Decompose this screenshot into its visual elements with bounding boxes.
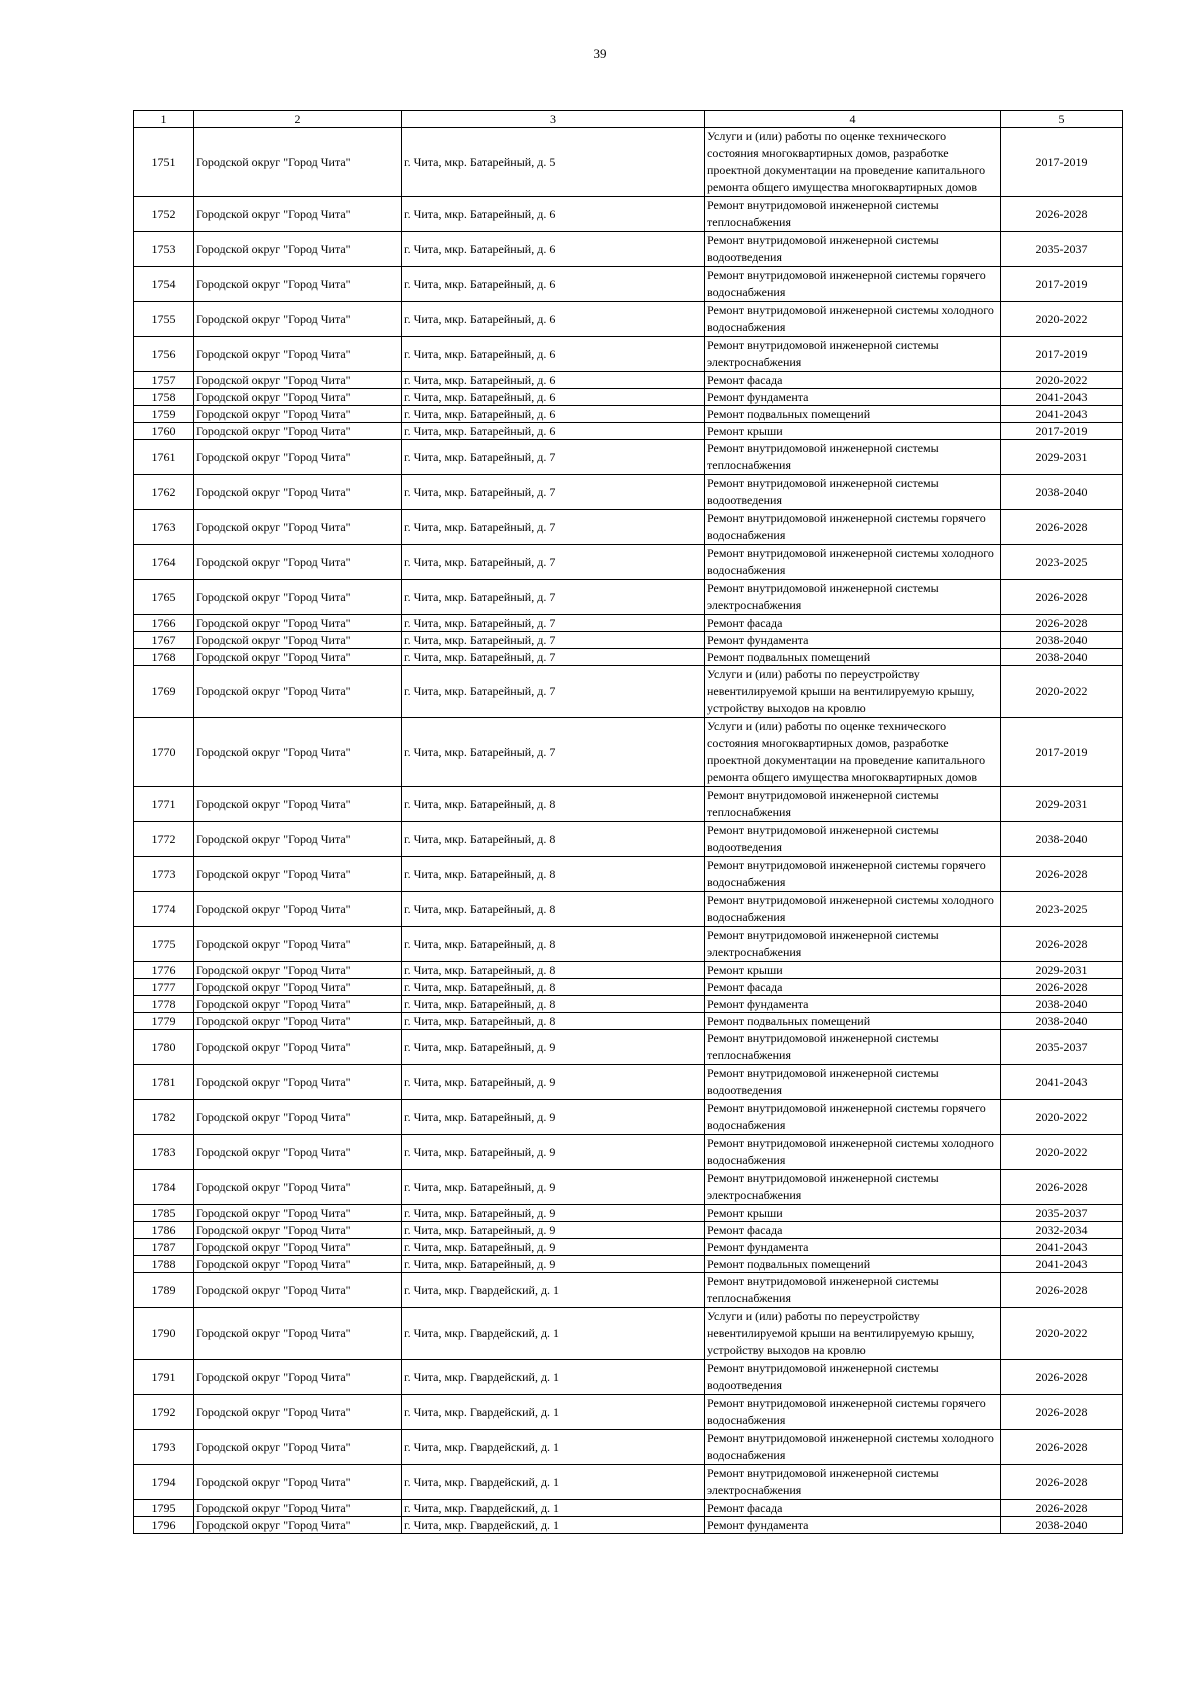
municipality-cell: Городской округ "Город Чита" [194, 475, 402, 510]
period-cell: 2041-2043 [1001, 389, 1123, 406]
work-type-cell: Ремонт фундамента [705, 389, 1001, 406]
row-number-cell: 1753 [134, 232, 194, 267]
table-row [134, 389, 1123, 406]
row-number-cell: 1755 [134, 302, 194, 337]
address-cell: г. Чита, мкр. Батарейный, д. 6 [402, 372, 705, 389]
table-row [134, 615, 1123, 632]
period-cell: 2026-2028 [1001, 197, 1123, 232]
work-type-cell: Ремонт внутридомовой инженерной системы холодного водоснабжения [705, 1430, 1001, 1465]
municipality-cell: Городской округ "Город Чита" [194, 996, 402, 1013]
row-number-cell: 1787 [134, 1239, 194, 1256]
work-type-cell: Ремонт внутридомовой инженерной системы теплоснабжения [705, 197, 1001, 232]
municipality-cell: Городской округ "Город Чита" [194, 372, 402, 389]
work-type-cell: Ремонт внутридомовой инженерной системы горячего водоснабжения [705, 1395, 1001, 1430]
work-type-cell: Ремонт фасада [705, 1500, 1001, 1517]
row-number-cell: 1775 [134, 927, 194, 962]
address-cell: г. Чита, мкр. Батарейный, д. 8 [402, 787, 705, 822]
table-row [134, 927, 1123, 962]
row-number-cell: 1779 [134, 1013, 194, 1030]
municipality-cell: Городской округ "Город Чита" [194, 1273, 402, 1308]
table-row [134, 1170, 1123, 1205]
work-type-cell: Ремонт внутридомовой инженерной системы электроснабжения [705, 337, 1001, 372]
row-number-cell: 1785 [134, 1205, 194, 1222]
period-cell: 2026-2028 [1001, 510, 1123, 545]
row-number-cell: 1784 [134, 1170, 194, 1205]
table-row [134, 962, 1123, 979]
work-type-cell: Ремонт фундамента [705, 632, 1001, 649]
period-cell: 2038-2040 [1001, 475, 1123, 510]
work-type-cell: Ремонт фасада [705, 372, 1001, 389]
period-cell: 2020-2022 [1001, 1308, 1123, 1360]
address-cell: г. Чита, мкр. Батарейный, д. 8 [402, 857, 705, 892]
table-body [134, 128, 1123, 1534]
row-number-cell: 1762 [134, 475, 194, 510]
row-number-cell: 1771 [134, 787, 194, 822]
table-row [134, 232, 1123, 267]
municipality-cell: Городской округ "Город Чита" [194, 857, 402, 892]
period-cell: 2026-2028 [1001, 927, 1123, 962]
municipality-cell: Городской округ "Город Чита" [194, 666, 402, 718]
work-type-cell: Ремонт фундамента [705, 1239, 1001, 1256]
address-cell: г. Чита, мкр. Батарейный, д. 9 [402, 1205, 705, 1222]
period-cell: 2026-2028 [1001, 1395, 1123, 1430]
address-cell: г. Чита, мкр. Батарейный, д. 7 [402, 580, 705, 615]
row-number-cell: 1772 [134, 822, 194, 857]
work-type-cell: Ремонт внутридомовой инженерной системы холодного водоснабжения [705, 545, 1001, 580]
municipality-cell: Городской округ "Город Чита" [194, 580, 402, 615]
row-number-cell: 1751 [134, 128, 194, 197]
row-number-cell: 1763 [134, 510, 194, 545]
row-number-cell: 1786 [134, 1222, 194, 1239]
period-cell: 2020-2022 [1001, 666, 1123, 718]
period-cell: 2017-2019 [1001, 718, 1123, 787]
row-number-cell: 1757 [134, 372, 194, 389]
row-number-cell: 1782 [134, 1100, 194, 1135]
table-row [134, 979, 1123, 996]
work-type-cell: Ремонт фасада [705, 979, 1001, 996]
table-row [134, 1239, 1123, 1256]
work-type-cell: Ремонт подвальных помещений [705, 1013, 1001, 1030]
municipality-cell: Городской округ "Город Чита" [194, 1500, 402, 1517]
address-cell: г. Чита, мкр. Батарейный, д. 8 [402, 892, 705, 927]
municipality-cell: Городской округ "Город Чита" [194, 615, 402, 632]
work-type-cell: Ремонт внутридомовой инженерной системы электроснабжения [705, 580, 1001, 615]
row-number-cell: 1794 [134, 1465, 194, 1500]
row-number-cell: 1777 [134, 979, 194, 996]
table-row [134, 1465, 1123, 1500]
work-type-cell: Ремонт крыши [705, 962, 1001, 979]
period-cell: 2026-2028 [1001, 580, 1123, 615]
municipality-cell: Городской округ "Город Чита" [194, 1135, 402, 1170]
table-row [134, 1256, 1123, 1273]
period-cell: 2026-2028 [1001, 1430, 1123, 1465]
row-number-cell: 1760 [134, 423, 194, 440]
address-cell: г. Чита, мкр. Батарейный, д. 8 [402, 979, 705, 996]
municipality-cell: Городской округ "Город Чита" [194, 1205, 402, 1222]
address-cell: г. Чита, мкр. Батарейный, д. 8 [402, 1013, 705, 1030]
municipality-cell: Городской округ "Город Чита" [194, 337, 402, 372]
work-type-cell: Ремонт внутридомовой инженерной системы горячего водоснабжения [705, 510, 1001, 545]
address-cell: г. Чита, мкр. Батарейный, д. 8 [402, 927, 705, 962]
address-cell: г. Чита, мкр. Батарейный, д. 9 [402, 1256, 705, 1273]
address-cell: г. Чита, мкр. Батарейный, д. 7 [402, 545, 705, 580]
row-number-cell: 1770 [134, 718, 194, 787]
table-row [134, 337, 1123, 372]
row-number-cell: 1780 [134, 1030, 194, 1065]
row-number-cell: 1764 [134, 545, 194, 580]
address-cell: г. Чита, мкр. Батарейный, д. 8 [402, 996, 705, 1013]
municipality-cell: Городской округ "Город Чита" [194, 423, 402, 440]
table-row [134, 1205, 1123, 1222]
period-cell: 2026-2028 [1001, 1465, 1123, 1500]
row-number-cell: 1793 [134, 1430, 194, 1465]
column-header: 1 [134, 111, 194, 128]
period-cell: 2038-2040 [1001, 996, 1123, 1013]
municipality-cell: Городской округ "Город Чита" [194, 197, 402, 232]
address-cell: г. Чита, мкр. Гвардейский, д. 1 [402, 1395, 705, 1430]
work-type-cell: Услуги и (или) работы по оценке технического состояния многоквартирных домов, разработке проектной документации на проведение капитального ремонта общего имущества многоквартирных домов [705, 128, 1001, 197]
table-row [134, 1430, 1123, 1465]
work-type-cell: Ремонт крыши [705, 1205, 1001, 1222]
row-number-cell: 1789 [134, 1273, 194, 1308]
period-cell: 2041-2043 [1001, 1256, 1123, 1273]
period-cell: 2038-2040 [1001, 1517, 1123, 1534]
address-cell: г. Чита, мкр. Батарейный, д. 9 [402, 1100, 705, 1135]
address-cell: г. Чита, мкр. Батарейный, д. 6 [402, 337, 705, 372]
address-cell: г. Чита, мкр. Батарейный, д. 9 [402, 1135, 705, 1170]
table-header-row [134, 111, 1123, 128]
municipality-cell: Городской округ "Город Чита" [194, 510, 402, 545]
municipality-cell: Городской округ "Город Чита" [194, 232, 402, 267]
work-type-cell: Ремонт внутридомовой инженерной системы горячего водоснабжения [705, 857, 1001, 892]
row-number-cell: 1783 [134, 1135, 194, 1170]
municipality-cell: Городской округ "Город Чита" [194, 979, 402, 996]
work-type-cell: Ремонт внутридомовой инженерной системы водоотведения [705, 475, 1001, 510]
address-cell: г. Чита, мкр. Гвардейский, д. 1 [402, 1360, 705, 1395]
table-row [134, 996, 1123, 1013]
row-number-cell: 1778 [134, 996, 194, 1013]
table-row [134, 197, 1123, 232]
address-cell: г. Чита, мкр. Батарейный, д. 7 [402, 475, 705, 510]
work-type-cell: Ремонт фасада [705, 1222, 1001, 1239]
row-number-cell: 1766 [134, 615, 194, 632]
column-header: 2 [194, 111, 402, 128]
period-cell: 2038-2040 [1001, 1013, 1123, 1030]
column-header: 3 [402, 111, 705, 128]
table-row [134, 1517, 1123, 1534]
period-cell: 2026-2028 [1001, 615, 1123, 632]
table-row [134, 1013, 1123, 1030]
municipality-cell: Городской округ "Город Чита" [194, 1170, 402, 1205]
work-type-cell: Ремонт внутридомовой инженерной системы теплоснабжения [705, 1030, 1001, 1065]
municipality-cell: Городской округ "Город Чита" [194, 1517, 402, 1534]
address-cell: г. Чита, мкр. Батарейный, д. 7 [402, 440, 705, 475]
work-type-cell: Ремонт подвальных помещений [705, 406, 1001, 423]
municipality-cell: Городской округ "Город Чита" [194, 1065, 402, 1100]
work-type-cell: Ремонт внутридомовой инженерной системы водоотведения [705, 1360, 1001, 1395]
municipality-cell: Городской округ "Город Чита" [194, 1465, 402, 1500]
table-row [134, 632, 1123, 649]
table-row [134, 510, 1123, 545]
table-row [134, 423, 1123, 440]
period-cell: 2026-2028 [1001, 1170, 1123, 1205]
work-type-cell: Ремонт внутридомовой инженерной системы водоотведения [705, 1065, 1001, 1100]
address-cell: г. Чита, мкр. Гвардейский, д. 1 [402, 1500, 705, 1517]
table-row [134, 267, 1123, 302]
table-row [134, 1273, 1123, 1308]
row-number-cell: 1768 [134, 649, 194, 666]
municipality-cell: Городской округ "Город Чита" [194, 1308, 402, 1360]
municipality-cell: Городской округ "Город Чита" [194, 718, 402, 787]
table-row [134, 666, 1123, 718]
row-number-cell: 1774 [134, 892, 194, 927]
table-row [134, 1395, 1123, 1430]
row-number-cell: 1788 [134, 1256, 194, 1273]
municipality-cell: Городской округ "Город Чита" [194, 1100, 402, 1135]
work-type-cell: Ремонт внутридомовой инженерной системы холодного водоснабжения [705, 1135, 1001, 1170]
municipality-cell: Городской округ "Город Чита" [194, 406, 402, 423]
work-type-cell: Ремонт фундамента [705, 996, 1001, 1013]
period-cell: 2029-2031 [1001, 787, 1123, 822]
period-cell: 2020-2022 [1001, 1100, 1123, 1135]
municipality-cell: Городской округ "Город Чита" [194, 649, 402, 666]
municipality-cell: Городской округ "Город Чита" [194, 787, 402, 822]
municipality-cell: Городской округ "Город Чита" [194, 962, 402, 979]
address-cell: г. Чита, мкр. Батарейный, д. 6 [402, 197, 705, 232]
municipality-cell: Городской округ "Город Чита" [194, 632, 402, 649]
period-cell: 2038-2040 [1001, 632, 1123, 649]
municipality-cell: Городской округ "Город Чита" [194, 1256, 402, 1273]
period-cell: 2026-2028 [1001, 1500, 1123, 1517]
period-cell: 2020-2022 [1001, 372, 1123, 389]
address-cell: г. Чита, мкр. Батарейный, д. 6 [402, 267, 705, 302]
work-type-cell: Ремонт внутридомовой инженерной системы водоотведения [705, 822, 1001, 857]
work-type-cell: Ремонт внутридомовой инженерной системы электроснабжения [705, 1170, 1001, 1205]
municipality-cell: Городской округ "Город Чита" [194, 389, 402, 406]
municipality-cell: Городской округ "Город Чита" [194, 302, 402, 337]
address-cell: г. Чита, мкр. Батарейный, д. 7 [402, 718, 705, 787]
table-row [134, 718, 1123, 787]
municipality-cell: Городской округ "Город Чита" [194, 440, 402, 475]
work-type-cell: Ремонт внутридомовой инженерной системы теплоснабжения [705, 440, 1001, 475]
address-cell: г. Чита, мкр. Батарейный, д. 9 [402, 1222, 705, 1239]
work-type-cell: Ремонт внутридомовой инженерной системы холодного водоснабжения [705, 302, 1001, 337]
address-cell: г. Чита, мкр. Гвардейский, д. 1 [402, 1273, 705, 1308]
period-cell: 2020-2022 [1001, 302, 1123, 337]
row-number-cell: 1769 [134, 666, 194, 718]
table-row [134, 1135, 1123, 1170]
row-number-cell: 1796 [134, 1517, 194, 1534]
period-cell: 2041-2043 [1001, 1239, 1123, 1256]
address-cell: г. Чита, мкр. Батарейный, д. 5 [402, 128, 705, 197]
period-cell: 2020-2022 [1001, 1135, 1123, 1170]
work-type-cell: Ремонт крыши [705, 423, 1001, 440]
table-row [134, 128, 1123, 197]
table-row [134, 787, 1123, 822]
row-number-cell: 1792 [134, 1395, 194, 1430]
work-type-cell: Ремонт внутридомовой инженерной системы электроснабжения [705, 927, 1001, 962]
table-row [134, 892, 1123, 927]
table-row [134, 302, 1123, 337]
row-number-cell: 1795 [134, 1500, 194, 1517]
period-cell: 2017-2019 [1001, 267, 1123, 302]
work-type-cell: Услуги и (или) работы по оценке технического состояния многоквартирных домов, разработке проектной документации на проведение капитального ремонта общего имущества многоквартирных домов [705, 718, 1001, 787]
row-number-cell: 1761 [134, 440, 194, 475]
period-cell: 2029-2031 [1001, 440, 1123, 475]
table-row [134, 372, 1123, 389]
work-type-cell: Ремонт подвальных помещений [705, 1256, 1001, 1273]
address-cell: г. Чита, мкр. Батарейный, д. 7 [402, 649, 705, 666]
period-cell: 2026-2028 [1001, 979, 1123, 996]
work-type-cell: Ремонт внутридомовой инженерной системы горячего водоснабжения [705, 1100, 1001, 1135]
period-cell: 2029-2031 [1001, 962, 1123, 979]
work-type-cell: Ремонт внутридомовой инженерной системы холодного водоснабжения [705, 892, 1001, 927]
work-type-cell: Услуги и (или) работы по переустройству невентилируемой крыши на вентилируемую крышу, устройству выходов на кровлю [705, 1308, 1001, 1360]
repair-schedule-table [133, 110, 1123, 1534]
work-type-cell: Ремонт подвальных помещений [705, 649, 1001, 666]
address-cell: г. Чита, мкр. Батарейный, д. 6 [402, 302, 705, 337]
row-number-cell: 1754 [134, 267, 194, 302]
municipality-cell: Городской округ "Город Чита" [194, 1013, 402, 1030]
table-row [134, 1222, 1123, 1239]
period-cell: 2026-2028 [1001, 1360, 1123, 1395]
address-cell: г. Чита, мкр. Батарейный, д. 8 [402, 962, 705, 979]
row-number-cell: 1773 [134, 857, 194, 892]
municipality-cell: Городской округ "Город Чита" [194, 1360, 402, 1395]
municipality-cell: Городской округ "Город Чита" [194, 892, 402, 927]
row-number-cell: 1791 [134, 1360, 194, 1395]
address-cell: г. Чита, мкр. Гвардейский, д. 1 [402, 1430, 705, 1465]
row-number-cell: 1767 [134, 632, 194, 649]
address-cell: г. Чита, мкр. Батарейный, д. 6 [402, 406, 705, 423]
table-row [134, 475, 1123, 510]
municipality-cell: Городской округ "Город Чита" [194, 927, 402, 962]
period-cell: 2038-2040 [1001, 822, 1123, 857]
table-row [134, 1030, 1123, 1065]
row-number-cell: 1776 [134, 962, 194, 979]
period-cell: 2035-2037 [1001, 232, 1123, 267]
work-type-cell: Ремонт фасада [705, 615, 1001, 632]
row-number-cell: 1790 [134, 1308, 194, 1360]
row-number-cell: 1765 [134, 580, 194, 615]
period-cell: 2026-2028 [1001, 857, 1123, 892]
address-cell: г. Чита, мкр. Батарейный, д. 6 [402, 423, 705, 440]
work-type-cell: Ремонт внутридомовой инженерной системы электроснабжения [705, 1465, 1001, 1500]
work-type-cell: Ремонт фундамента [705, 1517, 1001, 1534]
municipality-cell: Городской округ "Город Чита" [194, 267, 402, 302]
table-row [134, 1500, 1123, 1517]
municipality-cell: Городской округ "Город Чита" [194, 822, 402, 857]
municipality-cell: Городской округ "Город Чита" [194, 1395, 402, 1430]
work-type-cell: Ремонт внутридомовой инженерной системы теплоснабжения [705, 787, 1001, 822]
municipality-cell: Городской округ "Город Чита" [194, 128, 402, 197]
table-row [134, 1065, 1123, 1100]
period-cell: 2032-2034 [1001, 1222, 1123, 1239]
address-cell: г. Чита, мкр. Батарейный, д. 6 [402, 232, 705, 267]
period-cell: 2023-2025 [1001, 545, 1123, 580]
municipality-cell: Городской округ "Город Чита" [194, 1222, 402, 1239]
address-cell: г. Чита, мкр. Батарейный, д. 9 [402, 1239, 705, 1256]
period-cell: 2026-2028 [1001, 1273, 1123, 1308]
address-cell: г. Чита, мкр. Батарейный, д. 7 [402, 510, 705, 545]
table-row [134, 649, 1123, 666]
period-cell: 2041-2043 [1001, 406, 1123, 423]
table-row [134, 580, 1123, 615]
address-cell: г. Чита, мкр. Батарейный, д. 7 [402, 632, 705, 649]
address-cell: г. Чита, мкр. Батарейный, д. 8 [402, 822, 705, 857]
municipality-cell: Городской округ "Город Чита" [194, 1030, 402, 1065]
municipality-cell: Городской округ "Город Чита" [194, 545, 402, 580]
table-row [134, 822, 1123, 857]
municipality-cell: Городской округ "Город Чита" [194, 1239, 402, 1256]
period-cell: 2023-2025 [1001, 892, 1123, 927]
address-cell: г. Чита, мкр. Гвардейский, д. 1 [402, 1308, 705, 1360]
period-cell: 2017-2019 [1001, 128, 1123, 197]
table-row [134, 857, 1123, 892]
row-number-cell: 1759 [134, 406, 194, 423]
table-row [134, 440, 1123, 475]
work-type-cell: Ремонт внутридомовой инженерной системы водоотведения [705, 232, 1001, 267]
row-number-cell: 1756 [134, 337, 194, 372]
period-cell: 2038-2040 [1001, 649, 1123, 666]
column-header: 4 [705, 111, 1001, 128]
period-cell: 2041-2043 [1001, 1065, 1123, 1100]
period-cell: 2035-2037 [1001, 1030, 1123, 1065]
table-row [134, 406, 1123, 423]
address-cell: г. Чита, мкр. Батарейный, д. 9 [402, 1170, 705, 1205]
row-number-cell: 1781 [134, 1065, 194, 1100]
column-header: 5 [1001, 111, 1123, 128]
address-cell: г. Чита, мкр. Батарейный, д. 7 [402, 666, 705, 718]
work-type-cell: Ремонт внутридомовой инженерной системы теплоснабжения [705, 1273, 1001, 1308]
address-cell: г. Чита, мкр. Батарейный, д. 6 [402, 389, 705, 406]
table-row [134, 545, 1123, 580]
address-cell: г. Чита, мкр. Батарейный, д. 9 [402, 1030, 705, 1065]
table-row [134, 1308, 1123, 1360]
work-type-cell: Услуги и (или) работы по переустройству невентилируемой крыши на вентилируемую крышу, устройству выходов на кровлю [705, 666, 1001, 718]
row-number-cell: 1758 [134, 389, 194, 406]
table-row [134, 1360, 1123, 1395]
address-cell: г. Чита, мкр. Гвардейский, д. 1 [402, 1517, 705, 1534]
address-cell: г. Чита, мкр. Гвардейский, д. 1 [402, 1465, 705, 1500]
work-type-cell: Ремонт внутридомовой инженерной системы горячего водоснабжения [705, 267, 1001, 302]
address-cell: г. Чита, мкр. Батарейный, д. 9 [402, 1065, 705, 1100]
page-number: 39 [593, 46, 607, 61]
address-cell: г. Чита, мкр. Батарейный, д. 7 [402, 615, 705, 632]
period-cell: 2017-2019 [1001, 337, 1123, 372]
municipality-cell: Городской округ "Город Чита" [194, 1430, 402, 1465]
period-cell: 2017-2019 [1001, 423, 1123, 440]
period-cell: 2035-2037 [1001, 1205, 1123, 1222]
table-row [134, 1100, 1123, 1135]
row-number-cell: 1752 [134, 197, 194, 232]
